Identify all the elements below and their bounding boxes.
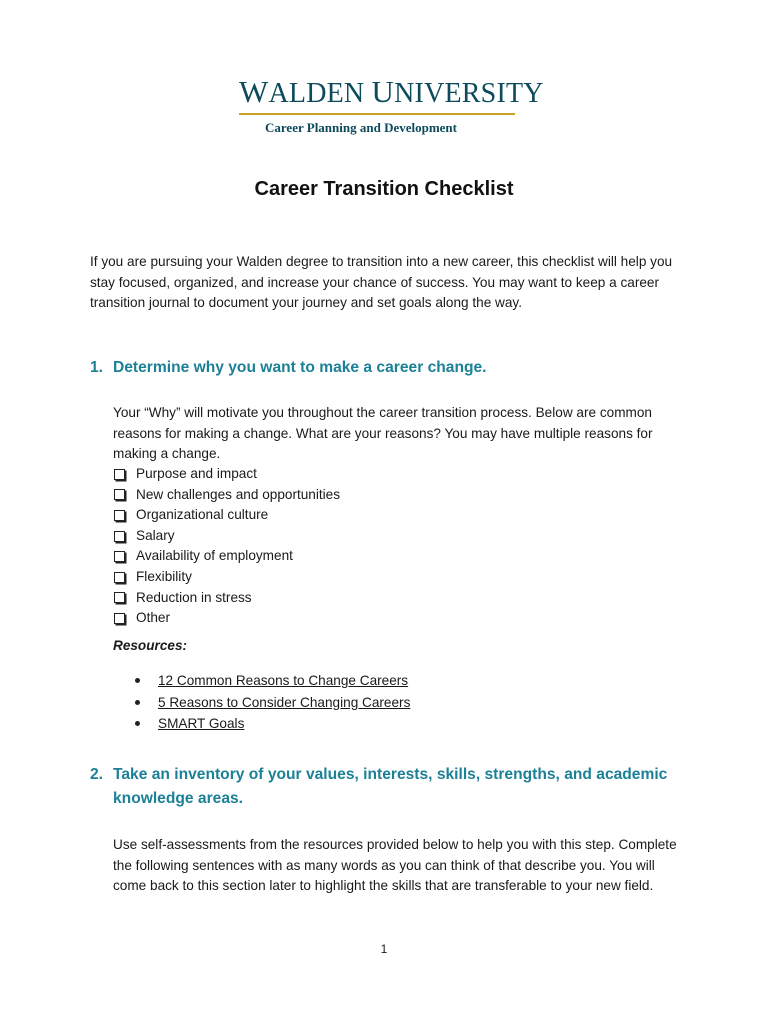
- page-number: 1: [380, 942, 388, 956]
- resource-item: [135, 692, 410, 714]
- checkbox-icon[interactable]: [114, 469, 125, 480]
- checklist-item[interactable]: [113, 526, 340, 547]
- intro-paragraph: If you are pursuing your Walden degree to transition into a new career, this checklist will help you stay focused, organized, and increase your chance of success. You may want to keep a career transition journal to document your journey and set goals along the way.: [90, 254, 673, 311]
- checklist-item[interactable]: [113, 464, 340, 485]
- resource-item: [135, 670, 410, 692]
- bullet-icon: [135, 721, 140, 726]
- bullet-icon: [135, 678, 140, 683]
- walden-university-logo: [239, 74, 544, 136]
- checkbox-icon[interactable]: [114, 613, 125, 624]
- section-2-number: 2.: [90, 766, 104, 783]
- checklist-item[interactable]: [113, 567, 340, 588]
- checklist-item-label: Organizational culture: [136, 507, 269, 523]
- section-2-body: Use self-assessments from the resources provided below to help you with this step. Complete the following sentences with as many words as you can think of that describe you. You will come back to this section later to highlight the skills that are transferable to your new field.: [113, 837, 677, 894]
- checklist-item-label: Purpose and impact: [136, 466, 257, 481]
- resource-link-five-reasons[interactable]: 5 Reasons to Consider Changing Careers: [158, 694, 411, 710]
- checklist-item-label: Flexibility: [136, 568, 192, 584]
- checklist-item[interactable]: [113, 546, 340, 567]
- checkbox-icon[interactable]: [114, 592, 125, 603]
- checklist-item-label: Other: [136, 610, 170, 626]
- checklist-item-label: Availability of employment: [136, 548, 293, 564]
- reasons-checklist: [113, 464, 340, 629]
- section-2-title: Take an inventory of your values, interests, skills, strengths, and academic knowledge areas.: [113, 766, 668, 807]
- checklist-item[interactable]: [113, 588, 340, 609]
- logo-text-alden: ALDEN: [268, 78, 372, 109]
- checklist-item-label: Salary: [136, 527, 175, 543]
- checklist-item-label: New challenges and opportunities: [136, 486, 341, 502]
- section-1-number: 1.: [90, 359, 104, 376]
- logo-text-niversity: NIVERSITY: [394, 78, 544, 109]
- logo-initial-u: U: [371, 74, 395, 109]
- logo-subtitle: Career Planning and Development: [265, 120, 457, 135]
- resources-label: Resources:: [113, 638, 188, 653]
- checklist-item[interactable]: [113, 608, 340, 629]
- logo-initial-w: W: [239, 74, 269, 109]
- bullet-icon: [135, 700, 140, 705]
- checkbox-icon[interactable]: [114, 510, 125, 521]
- resource-link-common-reasons[interactable]: 12 Common Reasons to Change Careers: [158, 673, 409, 688]
- resources-list: [135, 670, 410, 735]
- resource-item: [135, 713, 410, 735]
- checklist-item[interactable]: [113, 485, 340, 506]
- checklist-item-label: Reduction in stress: [136, 589, 252, 605]
- checkbox-icon[interactable]: [114, 489, 125, 500]
- logo-gold-rule: [239, 113, 515, 115]
- section-2-heading: [90, 763, 690, 811]
- checkbox-icon[interactable]: [114, 551, 125, 562]
- section-1-body: Your “Why” will motivate you throughout the career transition process. Below are common reasons for making a change. What are your reasons? You may have multiple reasons for making a change.: [113, 405, 653, 462]
- checklist-item[interactable]: [113, 505, 340, 526]
- logo-wordmark: [239, 74, 544, 110]
- section-1-heading: [90, 356, 690, 380]
- section-1-title: Determine why you want to make a career change.: [113, 359, 487, 376]
- document-title: Career Transition Checklist: [254, 178, 514, 200]
- checkbox-icon[interactable]: [114, 531, 125, 542]
- checkbox-icon[interactable]: [114, 572, 125, 583]
- resource-link-smart-goals[interactable]: SMART Goals: [158, 716, 245, 731]
